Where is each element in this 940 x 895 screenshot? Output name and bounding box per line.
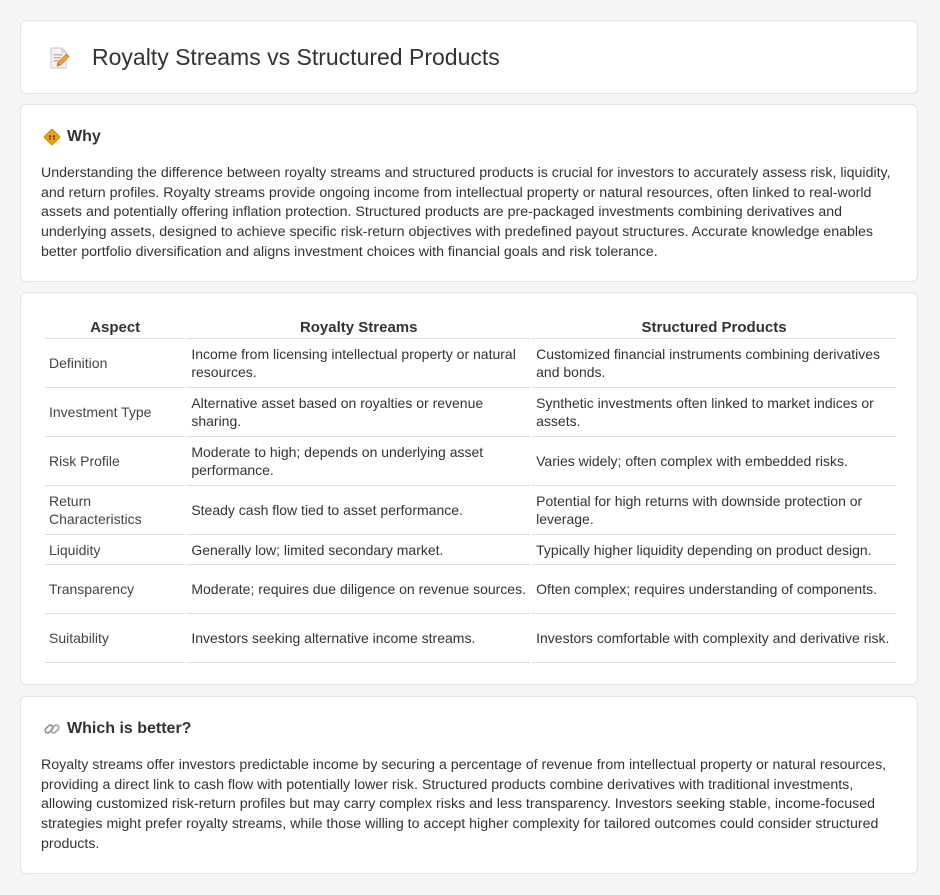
structured-cell: Often complex; requires understanding of components.	[532, 565, 896, 614]
diamond-sign-icon	[43, 128, 61, 146]
table-row	[45, 388, 896, 437]
header-card	[20, 20, 918, 94]
aspect-cell: Return Characteristics	[45, 486, 185, 535]
structured-cell: Synthetic investments often linked to market indices or assets.	[532, 388, 896, 437]
page-title: Royalty Streams vs Structured Products	[92, 44, 500, 70]
table-row	[45, 565, 896, 614]
column-header: Royalty Streams	[187, 316, 530, 339]
comparison-table	[43, 316, 898, 663]
structured-cell: Investors comfortable with complexity and derivative risk.	[532, 614, 896, 663]
table-header-row	[45, 316, 896, 339]
aspect-cell: Transparency	[45, 565, 185, 614]
column-header: Aspect	[45, 316, 185, 339]
table-row	[45, 614, 896, 663]
better-heading-row	[43, 719, 191, 739]
royalty-cell: Alternative asset based on royalties or revenue sharing.	[187, 388, 530, 437]
comparison-section	[20, 292, 918, 685]
royalty-cell: Generally low; limited secondary market.	[187, 535, 530, 565]
royalty-cell: Moderate; requires due diligence on revenue sources.	[187, 565, 530, 614]
structured-cell: Customized financial instruments combining derivatives and bonds.	[532, 339, 896, 388]
document-pencil-icon	[47, 46, 71, 70]
better-text: Royalty streams offer investors predictable income by securing a percentage of revenue from intellectual property or natural resources, providing a direct link to cash flow with potentially lower risk. Structured products combine derivatives with traditional investments, allowing customized risk-return profiles but may carry complex risks and less transparency. Investors seeking stable, income-focused strategies might prefer royalty streams, while those willing to accept higher complexity for tailored outcomes could consider structured products.	[41, 757, 887, 852]
better-heading: Which is better?	[67, 720, 192, 737]
aspect-cell: Liquidity	[45, 535, 185, 565]
table-row	[45, 535, 896, 565]
which-is-better-section	[20, 696, 918, 874]
structured-cell: Varies widely; often complex with embedded risks.	[532, 437, 896, 486]
link-icon	[43, 720, 61, 738]
table-row	[45, 339, 896, 388]
table-row	[45, 486, 896, 535]
royalty-cell: Investors seeking alternative income streams.	[187, 614, 530, 663]
aspect-cell: Definition	[45, 339, 185, 388]
structured-cell: Potential for high returns with downside protection or leverage.	[532, 486, 896, 535]
table-row	[45, 437, 896, 486]
royalty-cell: Moderate to high; depends on underlying asset performance.	[187, 437, 530, 486]
why-heading: Why	[67, 128, 101, 145]
royalty-cell: Steady cash flow tied to asset performance.	[187, 486, 530, 535]
royalty-cell: Income from licensing intellectual property or natural resources.	[187, 339, 530, 388]
column-header: Structured Products	[532, 316, 896, 339]
aspect-cell: Suitability	[45, 614, 185, 663]
why-text: Understanding the difference between royalty streams and structured products is crucial for investors to accurately assess risk, liquidity, and return profiles. Royalty streams provide ongoing income from intellectual property or natural resources, often linked to real-world assets and potentially offering inflation protection. Structured products are pre-packaged investments combining derivatives and underlying assets, designed to achieve specific risk-return objectives with predefined payout structures. Accurate knowledge enables better portfolio diversification and aligns investment choices with financial goals and risk tolerance.	[41, 165, 891, 260]
aspect-cell: Investment Type	[45, 388, 185, 437]
aspect-cell: Risk Profile	[45, 437, 185, 486]
why-section	[20, 104, 918, 282]
why-heading-row	[43, 127, 101, 147]
structured-cell: Typically higher liquidity depending on product design.	[532, 535, 896, 565]
